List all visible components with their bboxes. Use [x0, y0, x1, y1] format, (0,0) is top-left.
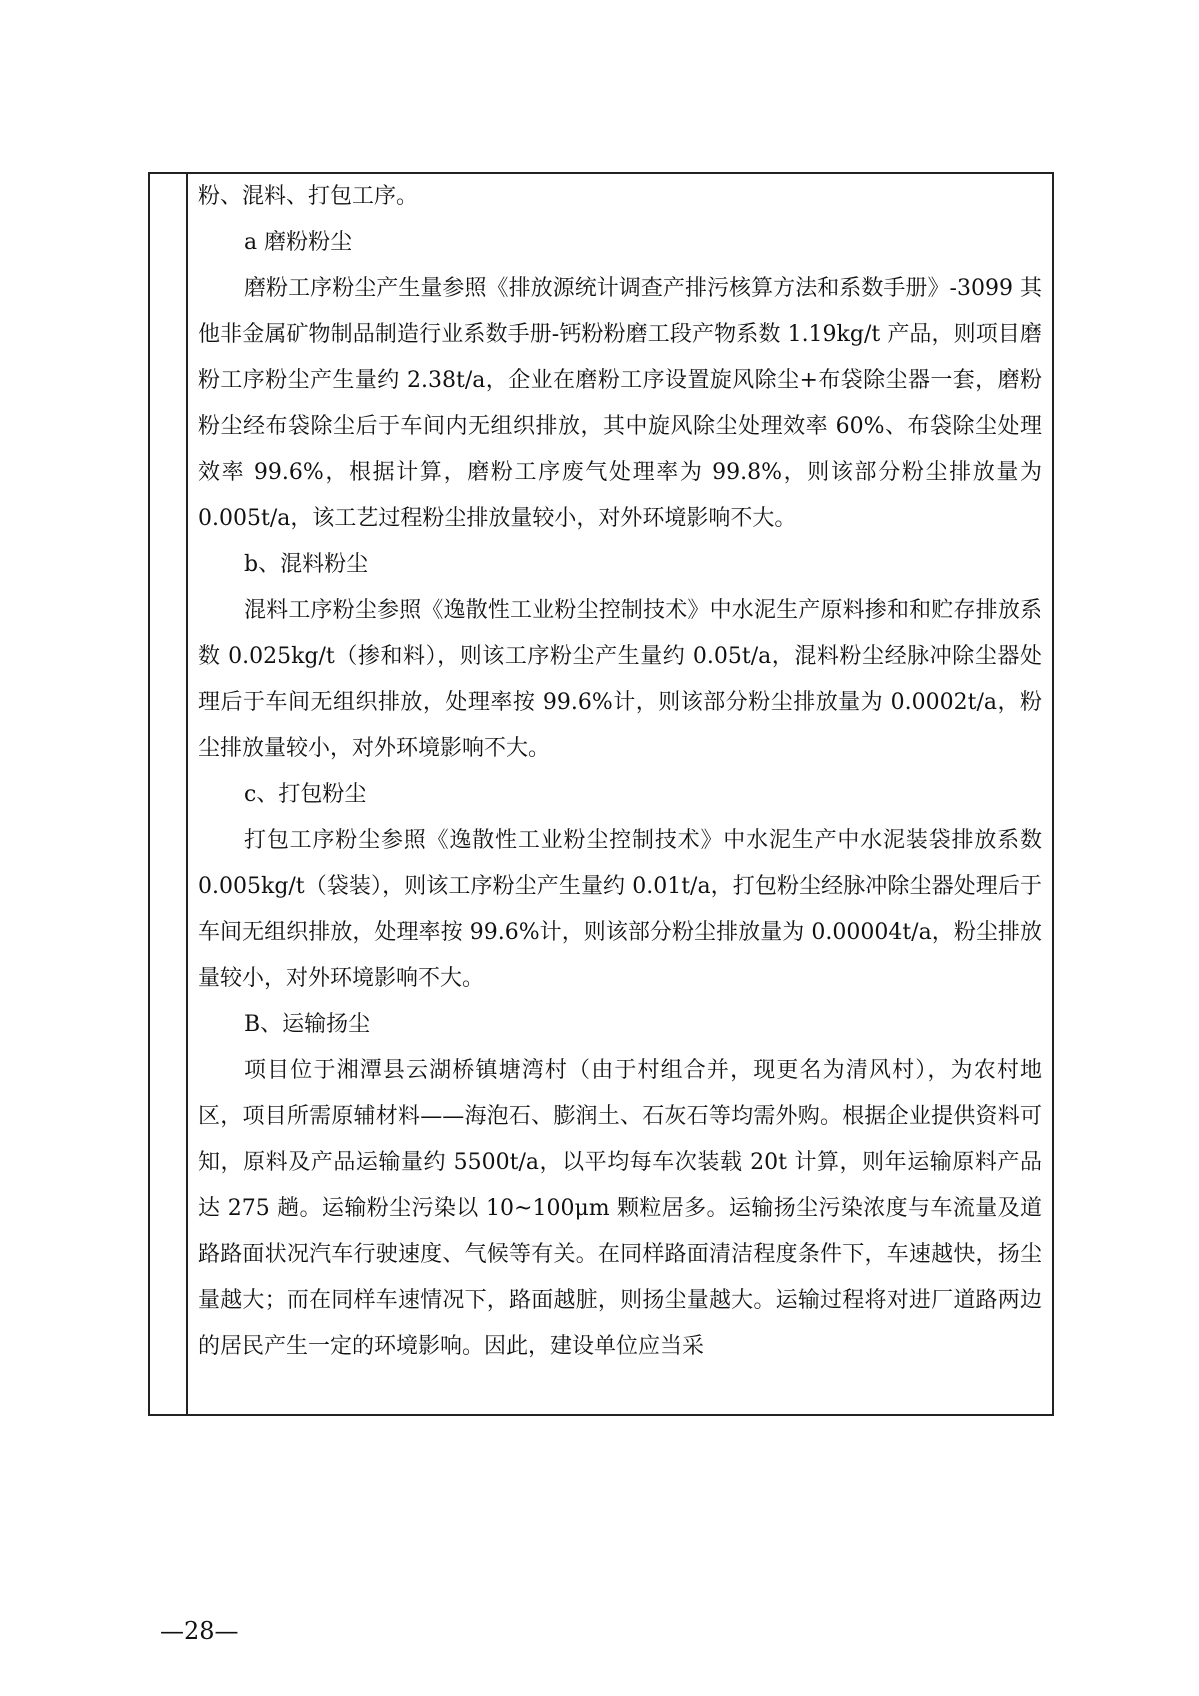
table-left-column — [150, 174, 188, 1414]
paragraph-packing-dust: 打包工序粉尘参照《逸散性工业粉尘控制技术》中水泥生产中水泥装袋排放系数 0.005kg/t（袋装），则该工序粉尘产生量约 0.01t/a，打包粉尘经脉冲除尘器处理后于车间无组织排放，处理率按 99.6%计，则该部分粉尘排放量为 0.00004t/a，粉尘排放量较小，对外环境影响不大。 — [198, 828, 1042, 991]
subheading-grinding-dust: a 磨粉粉尘 — [244, 230, 353, 255]
paragraph-transport-dust: 项目位于湘潭县云湖桥镇塘湾村（由于村组合并，现更名为清风村），为农村地区，项目所需原辅材料——海泡石、膨润土、石灰石等均需外购。根据企业提供资料可知，原料及产品运输量约 5500t/a，以平均每车次装载 20t 计算，则年运输原料产品达 275 趟。运输粉尘污染以 10~100μm 颗粒居多。运输扬尘污染浓度与车流量及道路路面状况汽车行驶速度、气候等有关。在同样路面清洁程度条件下，车速越快，扬尘量越大；而在同样车速情况下，路面越脏，则扬尘量越大。运输过程将对进厂道路两边的居民产生一定的环境影响。因此，建设单位应当采 — [198, 1058, 1042, 1359]
page-number: —28— — [160, 1617, 239, 1645]
paragraph: 粉、混料、打包工序。 — [198, 184, 419, 209]
paragraph-mixing-dust: 混料工序粉尘参照《逸散性工业粉尘控制技术》中水泥生产原料掺和和贮存排放系数 0.025kg/t（掺和料），则该工序粉尘产生量约 0.05t/a，混料粉尘经脉冲除尘器处理后于车间无组织排放，处理率按 99.6%计，则该部分粉尘排放量为 0.0002t/a，粉尘排放量较小，对外环境影响不大。 — [198, 598, 1042, 761]
paragraph-grinding-dust: 磨粉工序粉尘产生量参照《排放源统计调查产排污核算方法和系数手册》-3099 其他非金属矿物制品制造行业系数手册-钙粉粉磨工段产物系数 1.19kg/t 产品，则项目磨粉工序粉尘产生量约 2.38t/a，企业在磨粉工序设置旋风除尘+布袋除尘器一套，磨粉粉尘经布袋除尘后于车间内无组织排放，其中旋风除尘处理效率 60%、布袋除尘处理效率 99.6%，根据计算，磨粉工序废气处理率为 99.8%，则该部分粉尘排放量为 0.005t/a，该工艺过程粉尘排放量较小，对外环境影响不大。 — [198, 276, 1042, 531]
table-content-cell — [198, 174, 1042, 1370]
subheading-mixing-dust: b、混料粉尘 — [244, 552, 369, 577]
subheading-packing-dust: c、打包粉尘 — [244, 782, 367, 807]
content-table-frame — [148, 172, 1054, 1416]
subheading-transport-dust: B、运输扬尘 — [244, 1012, 371, 1037]
